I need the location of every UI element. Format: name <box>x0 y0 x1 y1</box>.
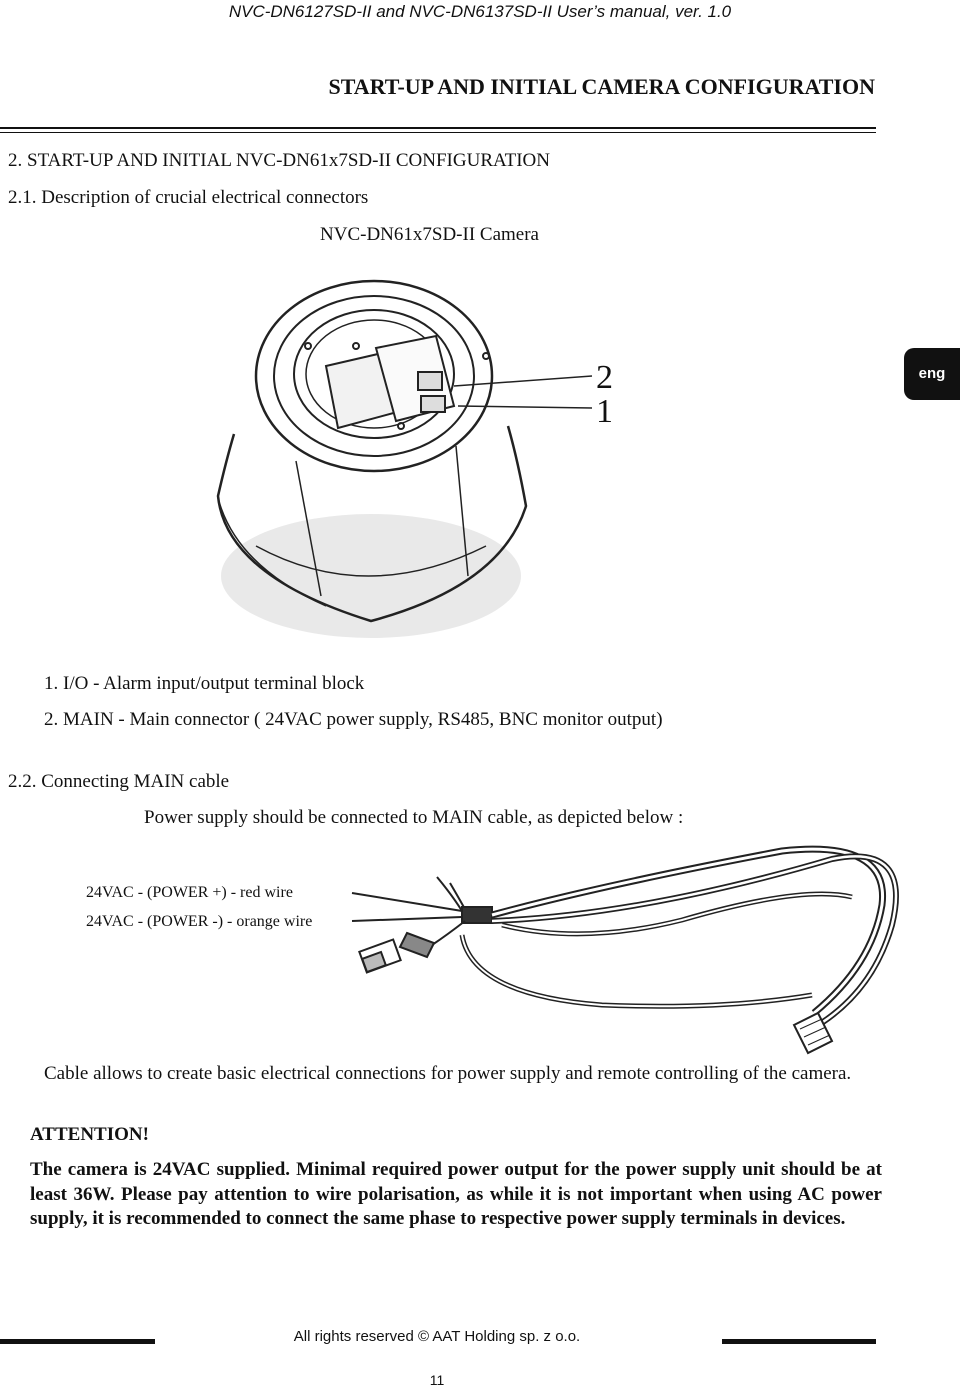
callout-2: 2 <box>596 359 613 396</box>
camera-caption: NVC-DN61x7SD-II Camera <box>320 224 539 245</box>
section-heading: 2. START-UP AND INITIAL NVC-DN61x7SD-II CONFIGURATION <box>8 150 550 171</box>
header-rule <box>0 127 876 129</box>
cable-description: Cable allows to create basic electrical connections for power supply and remote controlling of the camera. <box>44 1063 852 1084</box>
wire-label-red: 24VAC - (POWER +) - red wire <box>86 884 293 901</box>
language-tab[interactable]: eng <box>904 348 960 400</box>
header-rule-thin <box>0 132 876 133</box>
chapter-title: START-UP AND INITIAL CAMERA CONFIGURATION <box>328 74 875 99</box>
camera-diagram <box>196 246 636 666</box>
cable-diagram <box>82 845 902 1060</box>
list-item: 2. MAIN - Main connector ( 24VAC power supply, RS485, BNC monitor output) <box>44 709 663 730</box>
list-item: 1. I/O - Alarm input/output terminal block <box>44 673 365 694</box>
page-number: 11 <box>429 1372 445 1388</box>
attention-text: The camera is 24VAC supplied. Minimal required power output for the power supply unit should be at least 36W. Please pay attention to wire polarisation, as while it is not important when using AC power supply, it is recommended to connect the same phase to respective power supply terminals in devices. <box>30 1159 882 1229</box>
subsection-heading-main-cable: 2.2. Connecting MAIN cable <box>8 771 230 792</box>
callout-1: 1 <box>596 393 613 430</box>
subsection-heading-connectors: 2.1. Description of crucial electrical connectors <box>8 187 369 208</box>
cable-intro: Power supply should be connected to MAIN cable, as depicted below : <box>144 807 684 828</box>
attention-label: ATTENTION! <box>30 1124 149 1145</box>
wire-label-orange: 24VAC - (POWER -) - orange wire <box>86 913 313 930</box>
manual-header: NVC-DN6127SD-II and NVC-DN6137SD-II User’s manual, ver. 1.0 <box>228 2 732 21</box>
footer-copyright: All rights reserved © AAT Holding sp. z o.o. <box>293 1328 581 1345</box>
